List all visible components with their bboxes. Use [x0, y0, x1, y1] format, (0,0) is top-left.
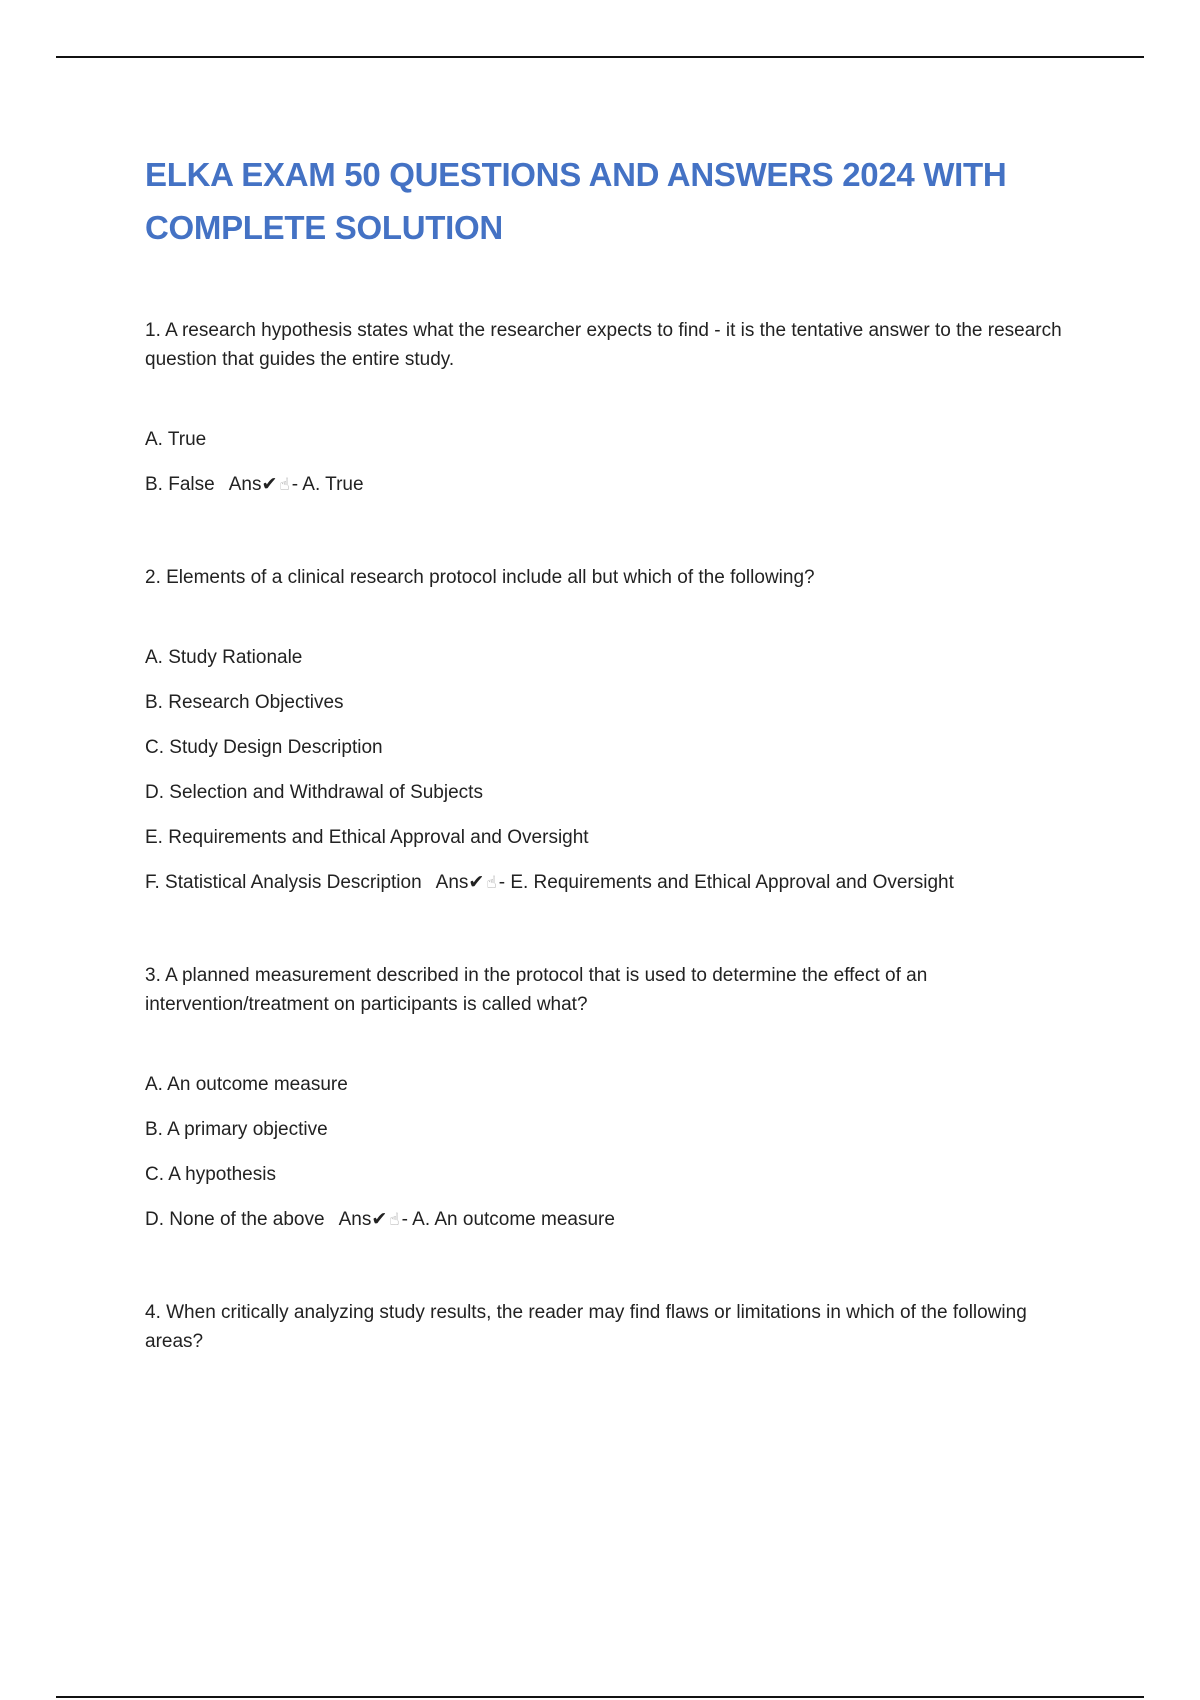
option-item — [145, 871, 1075, 895]
option-label: A. True — [145, 429, 207, 450]
option-list — [145, 646, 1075, 895]
option-label: A. Study Rationale — [145, 647, 303, 668]
question-text: 1. A research hypothesis states what the researcher expects to find - it is the tentative answer to the research question that guides the entire study. — [145, 320, 1062, 370]
option-item — [145, 781, 1075, 805]
question-1 — [145, 316, 1075, 497]
option-label: C. A hypothesis — [145, 1164, 276, 1185]
option-item — [145, 1118, 1075, 1142]
check-icon: ✔ — [468, 872, 485, 893]
answer-line — [229, 474, 364, 495]
answer-prefix: Ans — [338, 1209, 372, 1230]
question-text: 3. A planned measurement described in the protocol that is used to determine the effect of an intervention/treatment on participants is called what? — [145, 965, 928, 1015]
option-label: B. Research Objectives — [145, 692, 344, 713]
option-list — [145, 428, 1075, 497]
answer-prefix: Ans — [435, 872, 469, 893]
pointing-hand-icon: ☝ — [389, 1210, 400, 1229]
question-3 — [145, 961, 1075, 1232]
option-item — [145, 1208, 1075, 1232]
option-label: B. False — [145, 474, 215, 495]
option-label: C. Study Design Description — [145, 737, 383, 758]
answer-value: E. Requirements and Ethical Approval and Oversight — [510, 872, 954, 893]
option-list — [145, 1073, 1075, 1232]
option-label: B. A primary objective — [145, 1119, 328, 1140]
question-text: 4. When critically analyzing study results, the reader may find flaws or limitations in which of the following areas? — [145, 1302, 1027, 1352]
pointing-hand-icon: ☝ — [486, 873, 497, 892]
answer-separator: - — [401, 1209, 413, 1230]
question-2 — [145, 563, 1075, 895]
question-text: 2. Elements of a clinical research protocol include all but which of the following? — [145, 567, 815, 588]
option-item — [145, 428, 1075, 452]
option-item — [145, 646, 1075, 670]
check-icon: ✔ — [371, 1209, 388, 1230]
option-item — [145, 1163, 1075, 1187]
option-item — [145, 1073, 1075, 1097]
top-rule — [56, 56, 1144, 58]
document-body — [145, 148, 1075, 1356]
answer-separator: - — [291, 474, 303, 495]
answer-line — [436, 872, 954, 893]
option-label: D. None of the above — [145, 1209, 325, 1230]
answer-value: A. True — [302, 474, 364, 495]
answer-value: A. An outcome measure — [412, 1209, 615, 1230]
option-label: D. Selection and Withdrawal of Subjects — [145, 782, 483, 803]
answer-prefix: Ans — [228, 474, 262, 495]
option-label: E. Requirements and Ethical Approval and Oversight — [145, 827, 589, 848]
pointing-hand-icon: ☝ — [279, 475, 290, 494]
option-item — [145, 736, 1075, 760]
answer-separator: - — [498, 872, 511, 893]
option-label: F. Statistical Analysis Description — [145, 872, 422, 893]
bottom-rule — [56, 1696, 1144, 1698]
option-item — [145, 691, 1075, 715]
option-item — [145, 826, 1075, 850]
question-4 — [145, 1298, 1075, 1356]
option-item — [145, 473, 1075, 497]
answer-line — [339, 1209, 615, 1230]
option-label: A. An outcome measure — [145, 1074, 348, 1095]
document-title: ELKA EXAM 50 QUESTIONS AND ANSWERS 2024 WITH COMPLETE SOLUTION — [145, 156, 1007, 246]
check-icon: ✔ — [261, 474, 278, 495]
